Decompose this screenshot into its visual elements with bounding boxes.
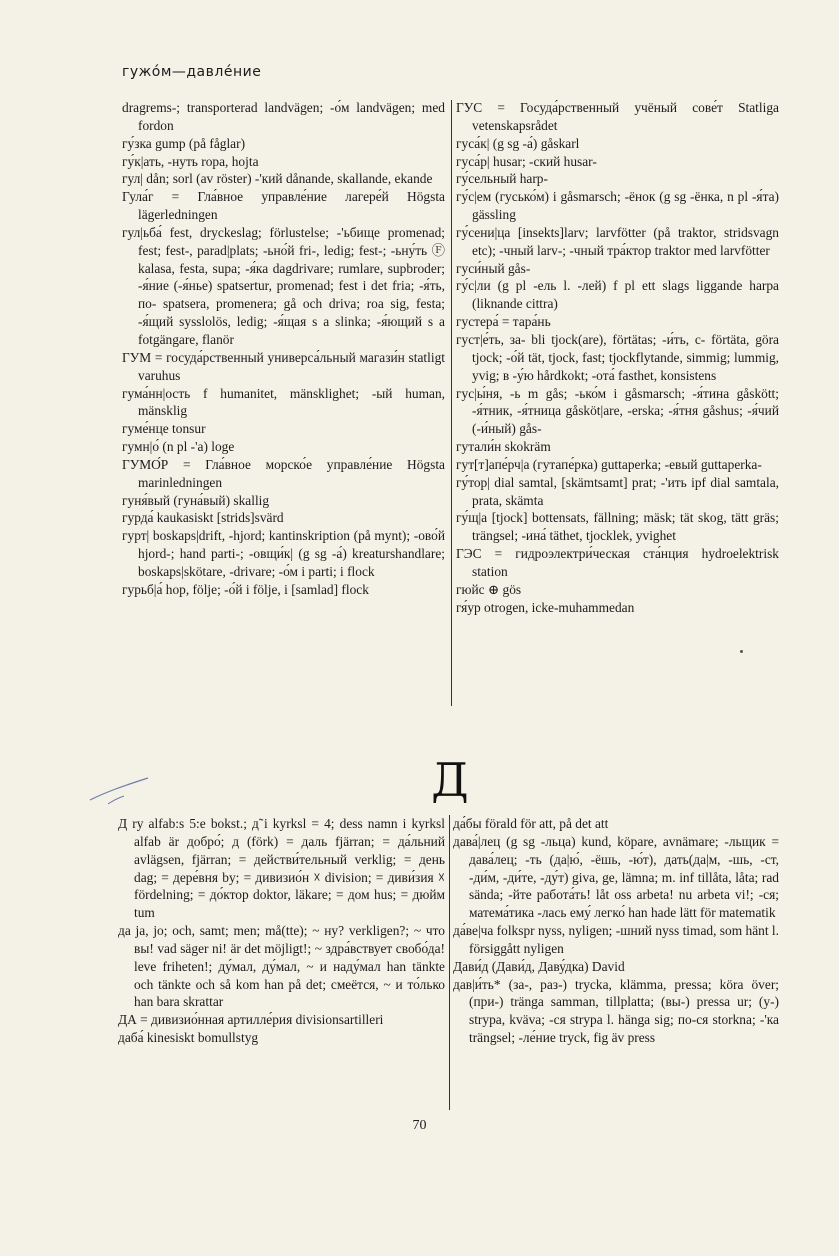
column-divider — [451, 100, 452, 706]
entry: ГУС = Госуда́рственный учёный сове́т Statliga vetenskapsrådet — [456, 100, 779, 133]
entry: густера́ = тара́нь — [456, 314, 551, 330]
entry: гурт| boskaps|drift, -hjord; kantinskription (på mynt); -ово́й hjord-; hand parti-; -овщи́к| (g sg -а́) kreaturshandlare; boskaps|skötare, -drivare; -о́м i parti; i flock — [122, 528, 445, 579]
entry: гул|ьба́ fest, dryckeslag; förlustelse; -'ьбище promenad; fest; fest-, parad|plats; -ьно́й fri-, ledig; fest-; -ьну́ть Ⓕ kalasa, festa, supa; -я́ка dagdrivare; rumlare, supbroder; -я́ние (-я́нье) spatsertur, promenad; fest i det fria; -я́ть, по- spatsera, promenera; gå och driva; roa sig, festa; -я́щий sysslolös, ledig; -я́щая s a slinka; -я́ющий s a fotgängare, flanör — [122, 224, 445, 347]
entry: гу́зка gump (på fåglar) — [122, 135, 246, 151]
entry: гурда́ kaukasiskt [strids]svärd — [122, 510, 284, 526]
entry: да́ве|ча folkspr nyss, nyligen; -шний nyss timad, som hänt l. försiggått nyligen — [453, 923, 779, 956]
column-bottom-left — [118, 815, 445, 1047]
running-head: гужо́м—давле́ние — [122, 64, 262, 80]
entry: dragrems-; transporterad landvägen; -о́м landvägen; med fordon — [122, 100, 445, 133]
entry: гу́сени|ца [insekts]larv; larvfötter (på traktor, stridsvagn etc); -чный larv-; -чный тра́ктор traktor med larvfötter — [456, 224, 779, 258]
entry: гуме́нце tonsur — [122, 421, 206, 437]
entry: гу́с|ли (g pl -ель l. -лей) f pl ett slags liggande harpa (liknande cittra) — [456, 278, 779, 312]
page-number: 70 — [412, 1118, 427, 1133]
entry: ГУМО́Р = Гла́вное морско́е управле́ние Högsta marinledningen — [122, 456, 445, 490]
entry: ГЭС = гидроэлектри́ческая ста́нция hydroelektrisk station — [456, 546, 779, 579]
entry: гут[т]апе́рч|а (гутапе́рка) guttaperka; -евый guttaperka- — [456, 456, 762, 472]
column-bottom-right — [453, 815, 779, 1047]
column-divider — [449, 815, 450, 1110]
entry: дава́|лец (g sg -льца) kund, köpare, avnämare; -льщик = дава́лец; -ть (да|ю́, -ёшь, -ю́т), дать(да|м, -шь, -ст, -ди́м, -ди́те, -ду́т) giva, ge, lämna; m. inf tillåta, låta; rad sända; -йте работа́ть! låt oss arbeta! nu arbeta vi!; -ся; матема́тика -лась ему́ легко́ han hade lätt för matematik — [453, 833, 779, 921]
entry: Д ry alfab:s 5:e bokst.; д̃ i kyrksl = 4; dess namn i kyrksl alfab är добро́; д (förk) = даль fjärran; = да́льний avlägsen, fjärran; = действи́тельный verklig; = день dag; = дере́вня by; = дивизио́н ☓ division; = диви́зия ☓ fördelning; = до́ктор doktor, läkare; = дом hus; = дюйм tum — [118, 816, 445, 921]
section-letter: Д — [431, 753, 469, 807]
entry: густ|е́ть, за- bli tjock(are), förtätas; -и́ть, с- förtäta, göra tjock; -о́й tät, tjock, fast; tjockflytande, simmig; lummig, yvig; в -у́ю hårdkokt; -ота́ fasthet, konsistens — [456, 331, 779, 383]
pen-stroke-mark — [88, 770, 158, 820]
entry: да́бы förald för att, på det att — [453, 816, 609, 831]
entry: гуса́р| husar; -ский husar- — [456, 153, 597, 169]
entry: гя́ур otrogen, icke-muhammedan — [456, 599, 635, 615]
entry: гюйс ⊕ gös — [456, 581, 522, 597]
entry: Гула́г = Гла́вное управле́ние лагере́й Högsta lägerledningen — [122, 189, 445, 223]
entry: гус|ы́ня, -ь m gås; -ько́м i gåsmarsch; -я́тина gåskött; -я́тник, -я́тница gåsköt|are, -erska; -я́тня gåshus; -я́чий (-и́ный) gås- — [456, 385, 779, 437]
entry: гу́сельный harp- — [456, 171, 548, 187]
ink-speck — [740, 650, 743, 653]
entry: гуня́вый (гуна́вый) skallig — [122, 492, 270, 508]
entry: гуса́к| (g sg -а́) gåskarl — [456, 135, 580, 151]
entry: гумн|о́ (n pl -'а) loge — [122, 439, 235, 455]
entry: даба́ kinesiskt bomullstyg — [118, 1030, 259, 1046]
entry: гурьб|а́ hop, följe; -о́й i följe, i [samlad] flock — [122, 581, 369, 597]
entry: гуси́ный gås- — [456, 260, 531, 276]
entry: гума́нн|ость f humanitet, mänsklighet; -ый human, mänsklig — [122, 385, 445, 419]
entry: гу́с|ем (гусько́м) i gåsmarsch; -ёнок (g sg -ёнка, n pl -я́та) gässling — [456, 189, 779, 223]
entry: гу́к|ать, -нуть ropa, hojta — [122, 153, 259, 169]
entry: ГУМ = госуда́рственный универса́льный магази́н statligt varuhus — [122, 349, 445, 383]
entry: гу́щ|а [tjock] bottensats, fällning; mäsk; tät skog, tätt gräs; trängsel; -ина́ täthet, tjocklek, yvighet — [456, 510, 779, 544]
column-top-left — [122, 99, 445, 599]
entry: да ja, jo; och, samt; men; må(tte); ~ ну? verkligen?; ~ что вы! vad säger ni! är det möjligt!; ~ здра́вствует свобо́да! leve friheten!; ду́мал, ду́мал, ~ и наду́мал han tänkte och tänkte och så kom han på det; смеётся, ~ и то́лько han bara skrattar — [118, 923, 445, 1010]
entry: Дави́д (Дави́д, Даву́дка) David — [453, 958, 625, 974]
entry: дав|и́ть* (за-, раз-) trycka, klämma, pressa; köra över; (при-) tränga samman, tillplatta; (вы-) pressa ur; (у-) strypa, kväva; -ся strypa l. hänga sig; по-ся storkna; -'ка trängsel; -ле́ние tryck, fig äv press — [453, 976, 779, 1046]
entry: гу́тор| dial samtal, [skämtsamt] prat; -'ить ipf dial samtala, prata, skämta — [456, 474, 779, 508]
entry: ДА = дивизио́нная артилле́рия divisionsartilleri — [118, 1012, 384, 1028]
entry: гул| dån; sorl (av röster) -'кий dånande, skallande, ekande — [122, 171, 433, 187]
entry: гутали́н skokräm — [456, 439, 551, 455]
column-top-right — [456, 99, 779, 616]
